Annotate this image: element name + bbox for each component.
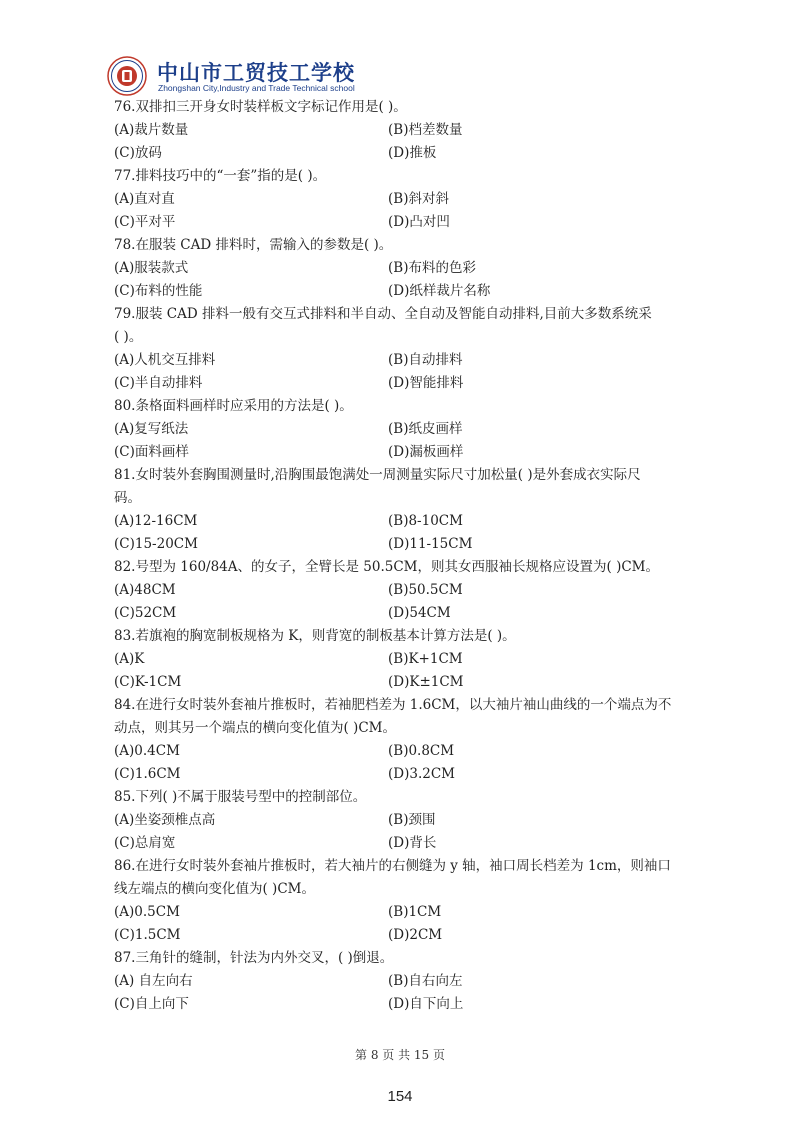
option-d: (D)智能排料 (388, 375, 464, 391)
school-name-en: Zhongshan City,Industry and Trade Technical school (158, 83, 355, 93)
option-c: (C)放码 (114, 145, 162, 161)
question-item (114, 165, 694, 234)
option-d: (D)纸样裁片名称 (388, 283, 491, 299)
option-b: (B)布料的色彩 (388, 260, 476, 276)
option-b: (B)K+1CM (388, 651, 463, 667)
question-item (114, 234, 694, 303)
options-row (114, 648, 694, 671)
question-item (114, 855, 694, 947)
option-a: (A)人机交互排料 (114, 352, 216, 368)
school-header (107, 56, 407, 96)
option-d: (D)3.2CM (388, 766, 455, 782)
option-d: (D)背长 (388, 835, 437, 851)
question-text: 81.女时装外套胸围测量时,沿胸围最饱满处一周测量实际尺寸加松量( )是外套成衣实际尺 (114, 467, 641, 483)
question-item (114, 947, 694, 1016)
options-row (114, 188, 694, 211)
question-text: 76.双排扣三开身女时装样板文字标记作用是( )。 (114, 99, 407, 115)
option-d: (D)2CM (388, 927, 443, 943)
options-row (114, 740, 694, 763)
option-d: (D)自下向上 (388, 996, 464, 1012)
option-a: (A) 自左向右 (114, 973, 193, 989)
question-text: 动点，则其另一个端点的横向变化值为( )CM。 (114, 720, 396, 736)
question-text: 78.在服装 CAD 排料时，需输入的参数是( )。 (114, 237, 393, 253)
question-item (114, 464, 694, 556)
question-item (114, 303, 694, 395)
option-d: (D)漏板画样 (388, 444, 464, 460)
question-text: 线左端点的横向变化值为( )CM。 (114, 881, 315, 897)
options-row (114, 418, 694, 441)
options-row (114, 533, 694, 556)
question-text: 79.服装 CAD 排料一般有交互式排料和半自动、全自动及智能自动排料,目前大多数系统采 (114, 306, 652, 322)
question-text: 77.排料技巧中的“一套”指的是( )。 (114, 168, 327, 184)
question-item (114, 786, 694, 855)
options-row (114, 349, 694, 372)
option-a: (A)直对直 (114, 191, 175, 207)
option-b: (B)颈围 (388, 812, 436, 828)
option-d: (D)K±1CM (388, 674, 464, 690)
question-list (114, 96, 694, 1016)
options-row (114, 901, 694, 924)
option-b: (B)自右向左 (388, 973, 463, 989)
option-c: (C)1.5CM (114, 927, 181, 943)
option-b: (B)档差数量 (388, 122, 463, 138)
option-b: (B)自动排料 (388, 352, 463, 368)
option-a: (A)0.5CM (114, 904, 180, 920)
options-row (114, 257, 694, 280)
option-c: (C)布料的性能 (114, 283, 203, 299)
options-row (114, 510, 694, 533)
question-item (114, 556, 694, 625)
option-a: (A)裁片数量 (114, 122, 189, 138)
question-text: 84.在进行女时装外套袖片推板时，若袖肥档差为 1.6CM，以大袖片袖山曲线的一个端点为不 (114, 697, 672, 713)
option-a: (A)坐姿颈椎点高 (114, 812, 216, 828)
option-b: (B)纸皮画样 (388, 421, 463, 437)
question-item (114, 96, 694, 165)
option-b: (B)斜对斜 (388, 191, 449, 207)
option-a: (A)K (114, 651, 145, 667)
question-text: 码。 (114, 490, 141, 506)
option-c: (C)1.6CM (114, 766, 181, 782)
options-row (114, 441, 694, 464)
option-c: (C)52CM (114, 605, 177, 621)
page-number: 154 (387, 1088, 413, 1105)
options-row (114, 211, 694, 234)
option-c: (C)平对平 (114, 214, 176, 230)
options-row (114, 119, 694, 142)
option-a: (A)48CM (114, 582, 176, 598)
question-text: 87.三角针的缝制，针法为内外交叉，( )倒退。 (114, 950, 394, 966)
options-row (114, 142, 694, 165)
options-row (114, 280, 694, 303)
question-item (114, 625, 694, 694)
option-b: (B)0.8CM (388, 743, 455, 759)
question-item (114, 694, 694, 786)
question-text: 82.号型为 160/84A、的女子，全臂长是 50.5CM，则其女西服袖长规格应设置为( )CM。 (114, 559, 659, 575)
option-b: (B)50.5CM (388, 582, 463, 598)
option-d: (D)54CM (388, 605, 451, 621)
option-a: (A)0.4CM (114, 743, 180, 759)
question-text: 85.下列( )不属于服装号型中的控制部位。 (114, 789, 367, 805)
option-d: (D)11-15CM (388, 536, 473, 552)
question-text: 80.条格面料画样时应采用的方法是( )。 (114, 398, 353, 414)
options-row (114, 602, 694, 625)
option-d: (D)凸对凹 (388, 214, 450, 230)
options-row (114, 924, 694, 947)
question-text: 86.在进行女时装外套袖片推板时，若大袖片的右侧缝为 y 轴，袖口周长档差为 1cm，则袖口 (114, 858, 671, 874)
option-a: (A)复写纸法 (114, 421, 189, 437)
options-row (114, 809, 694, 832)
question-text: 83.若旗袍的胸宽制板规格为 K，则背宽的制板基本计算方法是( )。 (114, 628, 516, 644)
options-row (114, 832, 694, 855)
options-row (114, 993, 694, 1016)
options-row (114, 970, 694, 993)
option-a: (A)12-16CM (114, 513, 198, 529)
options-row (114, 579, 694, 602)
option-c: (C)15-20CM (114, 536, 198, 552)
option-c: (C)总肩宽 (114, 835, 176, 851)
school-logo-icon (107, 56, 147, 96)
option-a: (A)服装款式 (114, 260, 189, 276)
school-name-cn: 中山市工贸技工学校 (157, 61, 355, 85)
option-b: (B)8-10CM (388, 513, 463, 529)
options-row (114, 763, 694, 786)
question-text: ( )。 (114, 329, 143, 345)
question-item (114, 395, 694, 464)
option-c: (C)面料画样 (114, 444, 189, 460)
option-c: (C)K-1CM (114, 674, 182, 690)
option-b: (B)1CM (388, 904, 442, 920)
option-c: (C)自上向下 (114, 996, 189, 1012)
options-row (114, 671, 694, 694)
option-c: (C)半自动排料 (114, 375, 203, 391)
page-indicator: 第 8 页 共 15 页 (355, 1048, 445, 1062)
option-d: (D)推板 (388, 145, 437, 161)
options-row (114, 372, 694, 395)
